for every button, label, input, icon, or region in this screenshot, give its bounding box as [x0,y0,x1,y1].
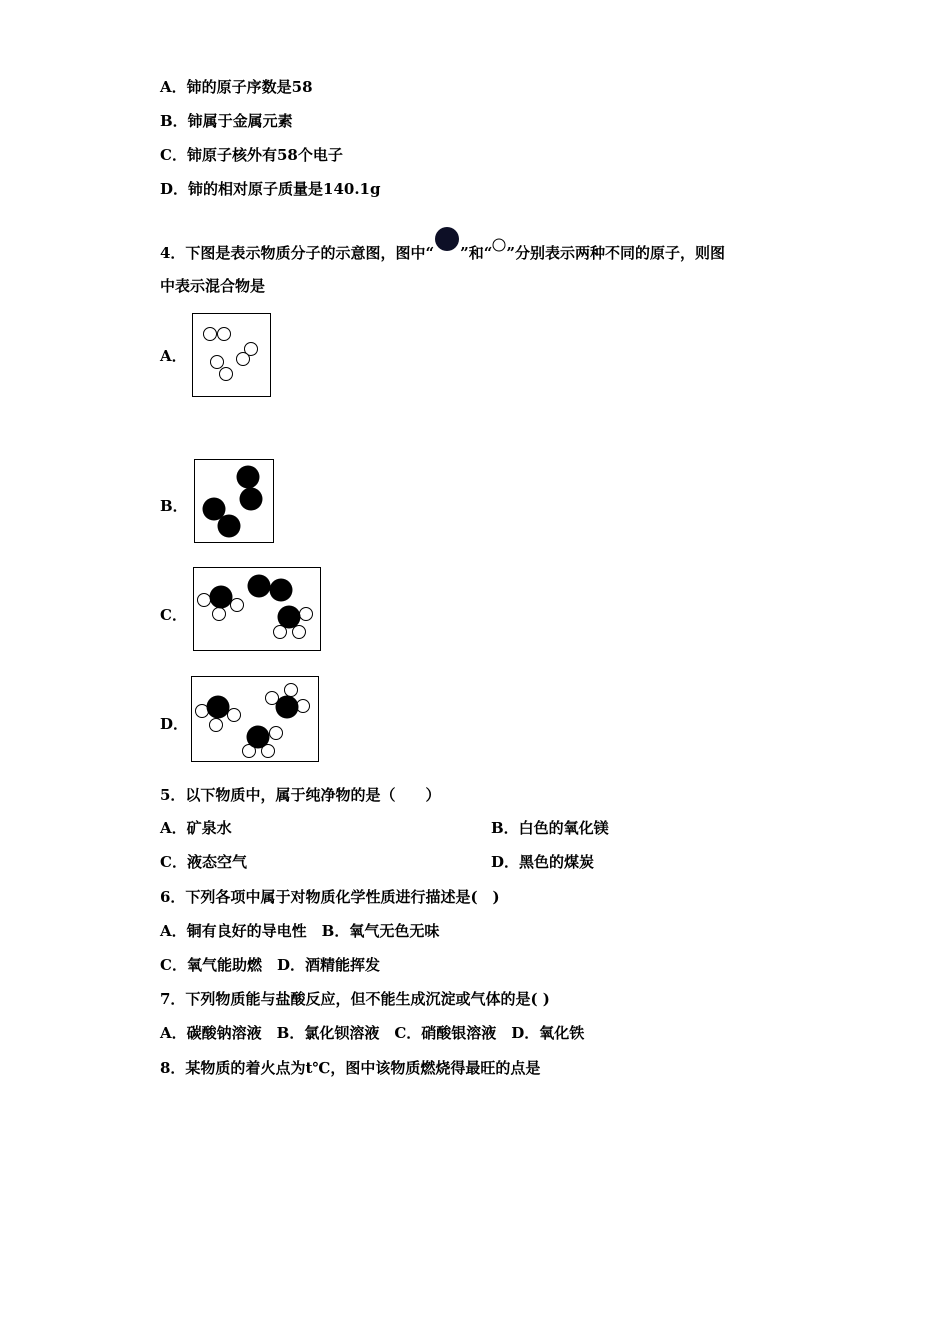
q7-options: A．碳酸钠溶液 B．氯化钡溶液 C．硝酸银溶液 D．氧化铁 [160,1024,585,1042]
q4-option-b-label: B． [160,497,188,515]
q5-option-b: B．白色的氧化镁 [491,819,609,837]
white-atom [211,356,224,369]
q6-stem: 6．下列各项中属于对物质化学性质进行描述是( ) [160,888,500,906]
q4-stem-part1: 4．下图是表示物质分子的示意图，图中“ [160,244,435,262]
black-atom [218,515,241,538]
white-atom [231,599,244,612]
q8-stem: 8．某物质的着火点为t℃，图中该物质燃烧得最旺的点是 [160,1059,541,1077]
q5-stem: 5．以下物质中，属于纯净物的是（ ） [160,786,441,804]
white-atom [213,608,226,621]
q5-option-a: A．矿泉水 [160,819,232,837]
q4-option-a-label: A． [160,347,187,365]
black-atom [240,488,263,511]
white-atom [218,328,231,341]
q3-option-a: A．铈的原子序数是58 [160,78,313,96]
q4-stem [160,226,725,263]
q6-options-row2: C．氧气能助燃 D．酒精能挥发 [160,956,380,974]
q4-option-b-diagram [194,459,274,543]
white-atom [220,368,233,381]
q7-stem: 7．下列物质能与盐酸反应，但不能生成沉淀或气体的是( ) [160,990,550,1008]
black-atom [247,726,270,749]
black-atom [207,696,230,719]
black-atom [278,606,301,629]
white-atom [228,709,241,722]
white-atom [204,328,217,341]
q3-option-b: B．铈属于金属元素 [160,112,293,130]
black-atom-icon [434,226,460,252]
q3-option-d: D．铈的相对原子质量是140.1g [160,180,381,198]
q5-option-d: D．黑色的煤炭 [491,853,595,871]
black-atom [248,575,271,598]
q4-option-d-label: D． [160,715,189,733]
white-atom [210,719,223,732]
white-atom [198,594,211,607]
white-atom [237,353,250,366]
black-atom [276,696,299,719]
q5-option-c: C．液态空气 [160,853,247,871]
white-atom [300,608,313,621]
black-atom [237,466,260,489]
q4-option-c-diagram [193,567,321,651]
q4-option-c-label: C． [160,606,187,624]
q4-stem-part2: ”和“ [460,244,493,262]
q4-stem-part3: ”分别表示两种不同的原子，则图 [506,244,725,262]
q4-option-d-diagram [191,676,319,762]
black-atom [210,586,233,609]
black-atom [270,579,293,602]
white-atom [293,626,306,639]
q4-option-a-diagram [192,313,271,397]
q6-options-row1: A．铜有良好的导电性 B．氧气无色无味 [160,922,440,940]
q4-stem-line2: 中表示混合物是 [160,277,266,295]
q3-option-c: C．铈原子核外有58个电子 [160,146,343,164]
white-atom [285,684,298,697]
white-atom-icon [492,238,506,252]
white-atom [270,727,283,740]
